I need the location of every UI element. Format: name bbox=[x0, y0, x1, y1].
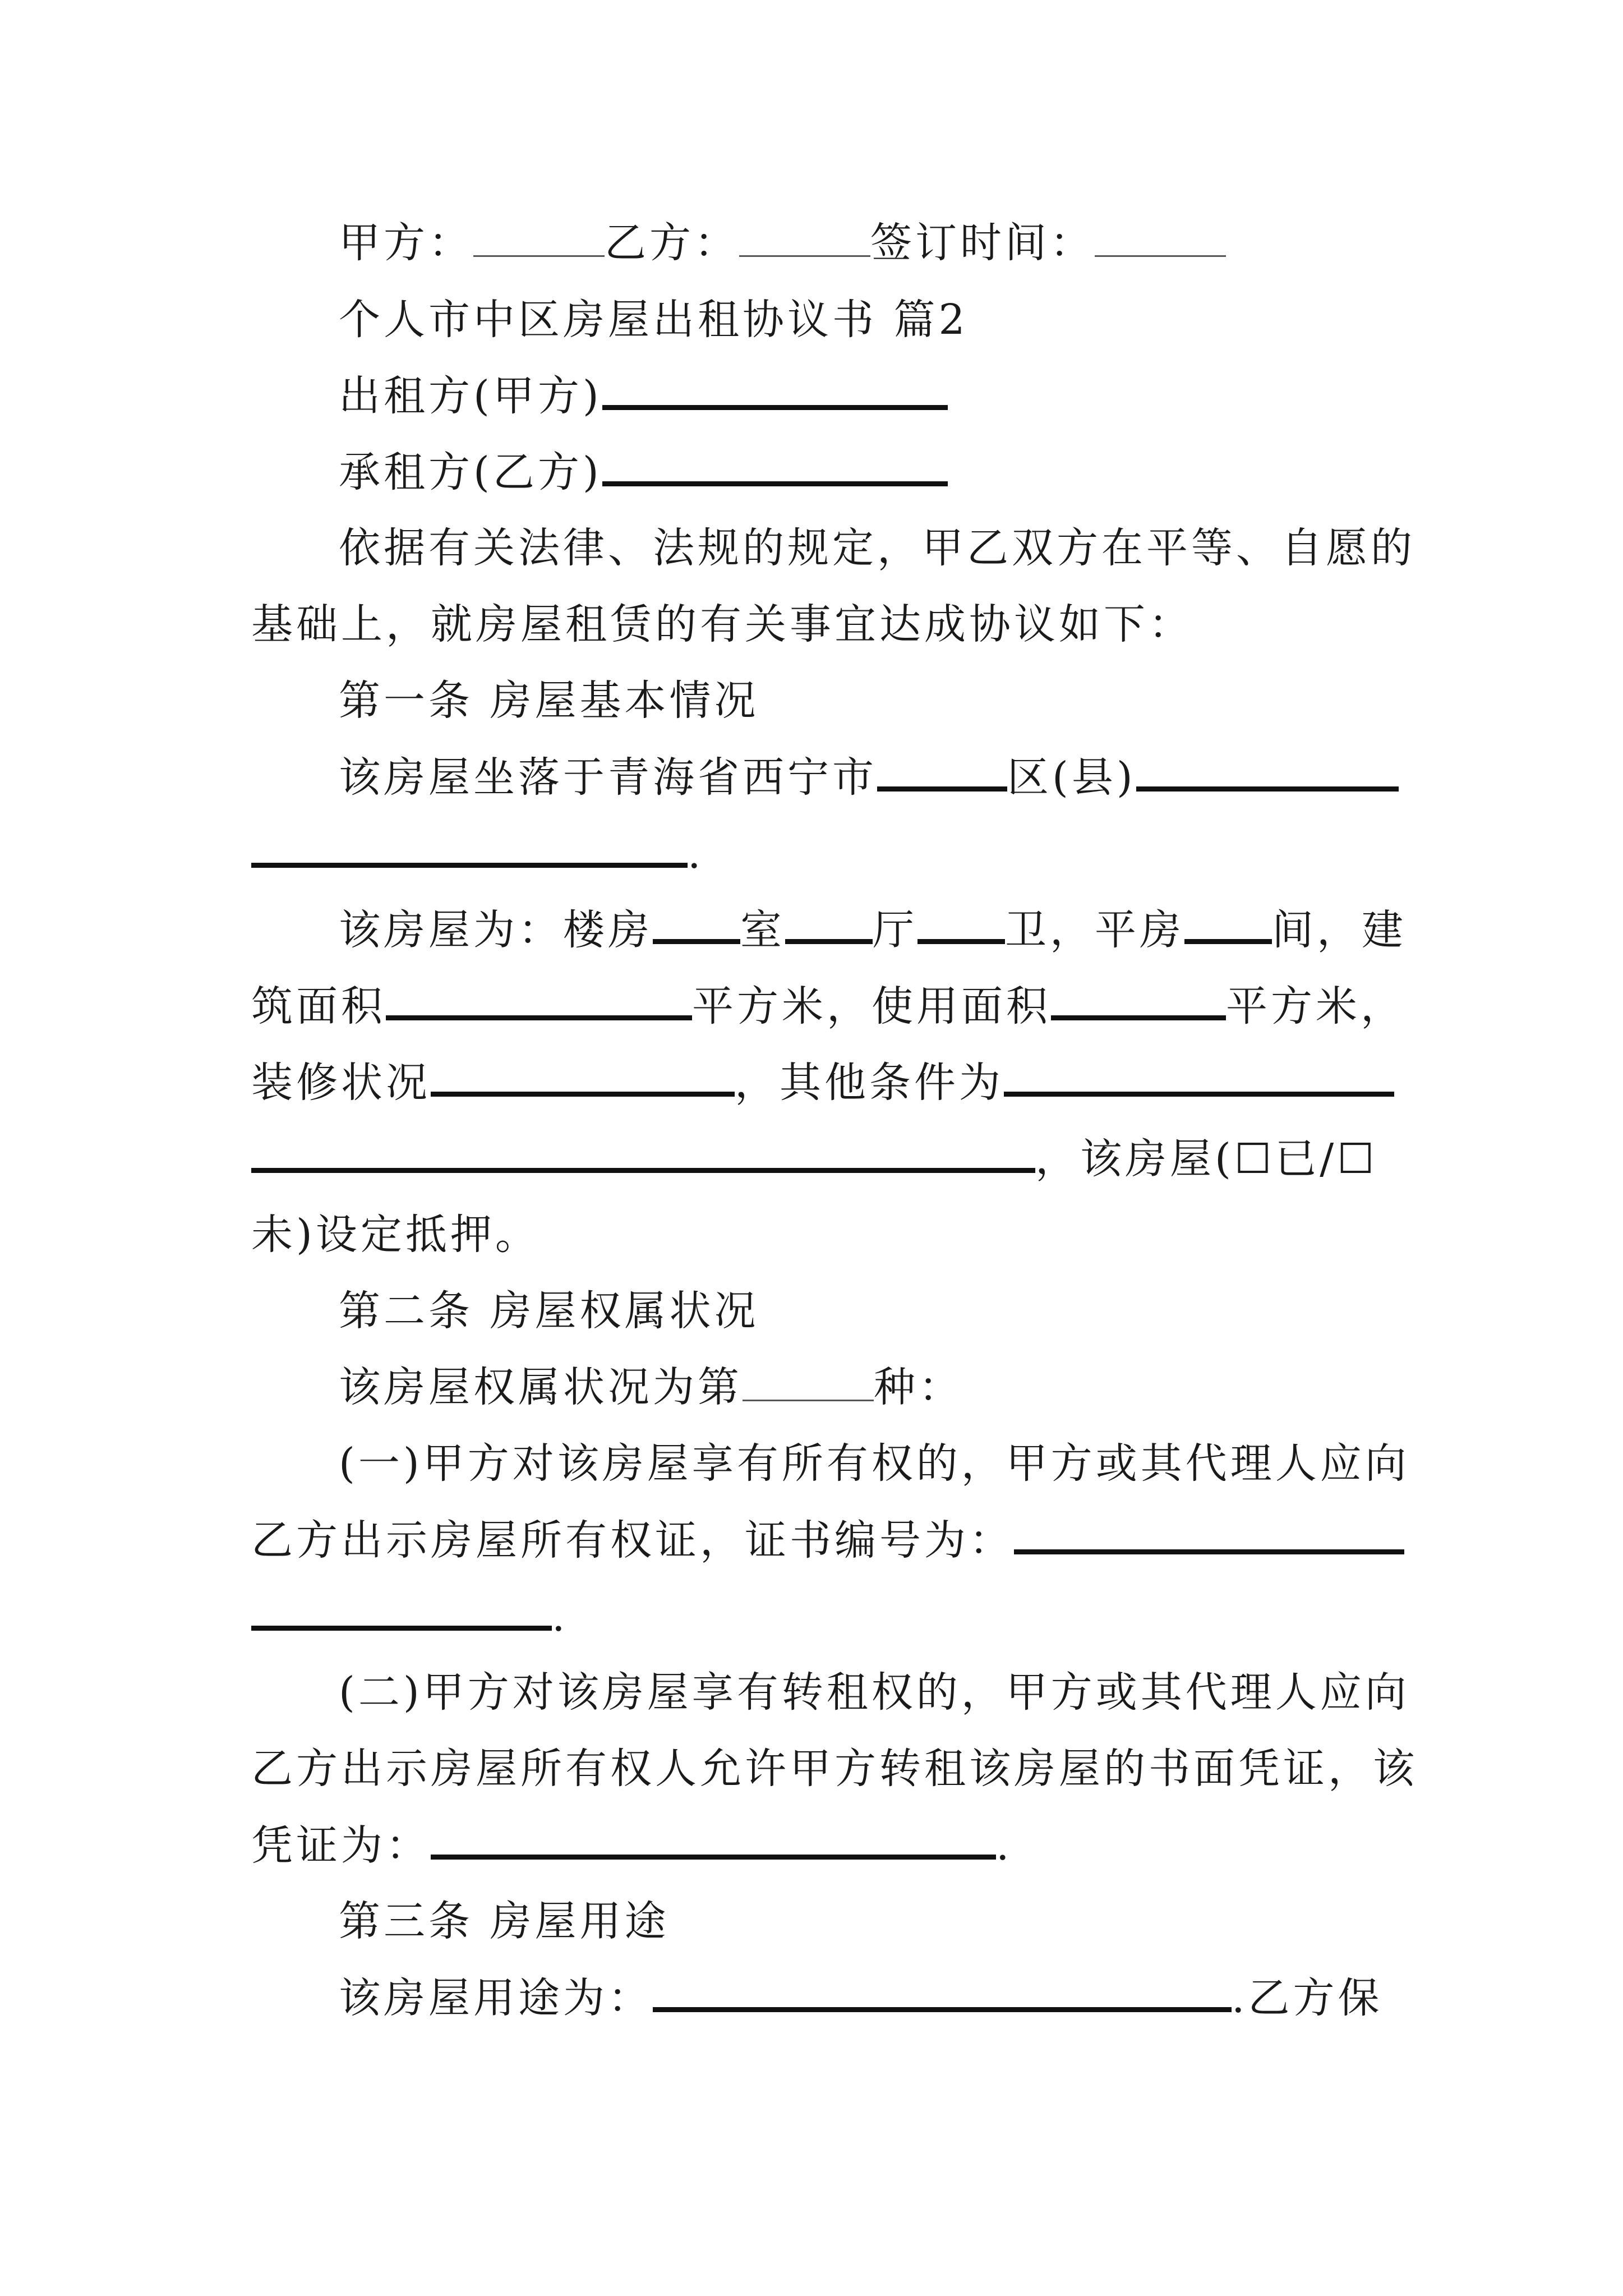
paragraph-line bbox=[251, 982, 1405, 1030]
sign-date-label: 签订时间： bbox=[870, 219, 1095, 267]
article-3-heading: 第三条 房屋用途 bbox=[339, 1897, 670, 1945]
sqm-label: 平方米， bbox=[1226, 982, 1405, 1030]
paragraph-line: (一)甲方对该房屋享有所有权的，甲方或其代理人应向 bbox=[339, 1439, 1410, 1488]
certificate-number-blank bbox=[1014, 1519, 1404, 1554]
bungalow-blank bbox=[1184, 909, 1272, 944]
usable-area-label: 平方米，使用面积 bbox=[692, 982, 1051, 1030]
district-label: 区(县) bbox=[1007, 753, 1136, 802]
house-type-label: 该房屋为：楼房 bbox=[339, 906, 653, 954]
paragraph-line bbox=[251, 1593, 569, 1641]
ownership-type-label: 该房屋权属状况为第 bbox=[339, 1363, 743, 1411]
article-2-heading: 第二条 房屋权属状况 bbox=[339, 1287, 759, 1335]
paragraph-line bbox=[251, 1821, 1013, 1870]
party-b-label: 乙方： bbox=[605, 219, 739, 267]
paragraph-line bbox=[339, 906, 1407, 954]
usable-area-blank bbox=[1051, 985, 1226, 1020]
location-text: 该房屋坐落于青海省西宁市 bbox=[339, 753, 877, 802]
mortgage-text: ，该房屋(☐已/☐ bbox=[1035, 1135, 1378, 1183]
type-suffix: 种： bbox=[874, 1363, 963, 1411]
halls-blank bbox=[785, 909, 873, 944]
certificate-label: 乙方出示房屋所有权证，证书编号为： bbox=[251, 1516, 1014, 1565]
usage-blank bbox=[653, 1977, 1232, 2012]
certificate-number-blank-continued bbox=[251, 1595, 552, 1631]
baths-blank bbox=[917, 909, 1005, 944]
other-conditions-blank bbox=[1004, 1061, 1394, 1097]
party-a-blank bbox=[473, 223, 605, 257]
paragraph-line bbox=[339, 1974, 1383, 2022]
paragraph-line bbox=[251, 1516, 1404, 1565]
other-conditions-blank-continued bbox=[251, 1138, 1035, 1173]
ownership-type-blank bbox=[743, 1367, 874, 1401]
lessee-line bbox=[339, 448, 948, 496]
document-title: 个人市中区房屋出租协议书 篇2 bbox=[339, 296, 969, 344]
article-1-heading: 第一条 房屋基本情况 bbox=[339, 677, 759, 725]
period: . bbox=[552, 1593, 569, 1641]
paragraph-line: 乙方出示房屋所有权人允许甲方转租该房屋的书面凭证，该 bbox=[251, 1745, 1418, 1793]
paragraph-line bbox=[339, 753, 1399, 802]
paragraph-line: 依据有关法律、法规的规定，甲乙双方在平等、自愿的 bbox=[339, 524, 1415, 572]
period: . bbox=[996, 1821, 1013, 1870]
address-blank-continued bbox=[251, 832, 688, 868]
lessee-label: 承租方(乙方) bbox=[339, 448, 602, 496]
other-conditions-label: ，其他条件为 bbox=[735, 1059, 1004, 1107]
lessor-label: 出租方(甲方) bbox=[339, 372, 602, 420]
address-blank bbox=[1136, 756, 1399, 792]
decoration-blank bbox=[431, 1061, 735, 1097]
building-area-blank bbox=[386, 985, 692, 1020]
decoration-label: 装修状况 bbox=[251, 1059, 431, 1107]
bungalow-label: 间，建 bbox=[1272, 906, 1407, 954]
paragraph-line bbox=[251, 1135, 1378, 1183]
rooms-blank bbox=[653, 909, 740, 944]
paragraph-line bbox=[251, 1059, 1394, 1107]
lessor-blank bbox=[602, 375, 948, 410]
usage-suffix: .乙方保 bbox=[1232, 1974, 1383, 2022]
voucher-label: 凭证为： bbox=[251, 1821, 431, 1870]
party-b-blank bbox=[739, 223, 870, 257]
baths-label: 卫，平房 bbox=[1005, 906, 1184, 954]
lessor-line bbox=[339, 372, 948, 420]
paragraph-line: 基础上，就房屋租赁的有关事宜达成协议如下： bbox=[251, 600, 1193, 648]
signature-line bbox=[339, 219, 1226, 267]
period: . bbox=[688, 830, 704, 878]
lessee-blank bbox=[602, 451, 948, 486]
party-a-label: 甲方： bbox=[339, 219, 473, 267]
paragraph-line bbox=[251, 830, 704, 878]
paragraph-line: (二)甲方对该房屋享有转租权的，甲方或其代理人应向 bbox=[339, 1668, 1410, 1717]
paragraph-line: 未)设定抵押。 bbox=[251, 1211, 540, 1259]
usage-label: 该房屋用途为： bbox=[339, 1974, 653, 2022]
paragraph-line bbox=[339, 1363, 963, 1411]
district-blank bbox=[877, 756, 1007, 792]
area-label: 筑面积 bbox=[251, 982, 386, 1030]
rooms-label: 室 bbox=[740, 906, 785, 954]
sign-date-blank bbox=[1095, 223, 1226, 257]
voucher-blank bbox=[431, 1824, 996, 1860]
halls-label: 厅 bbox=[873, 906, 917, 954]
